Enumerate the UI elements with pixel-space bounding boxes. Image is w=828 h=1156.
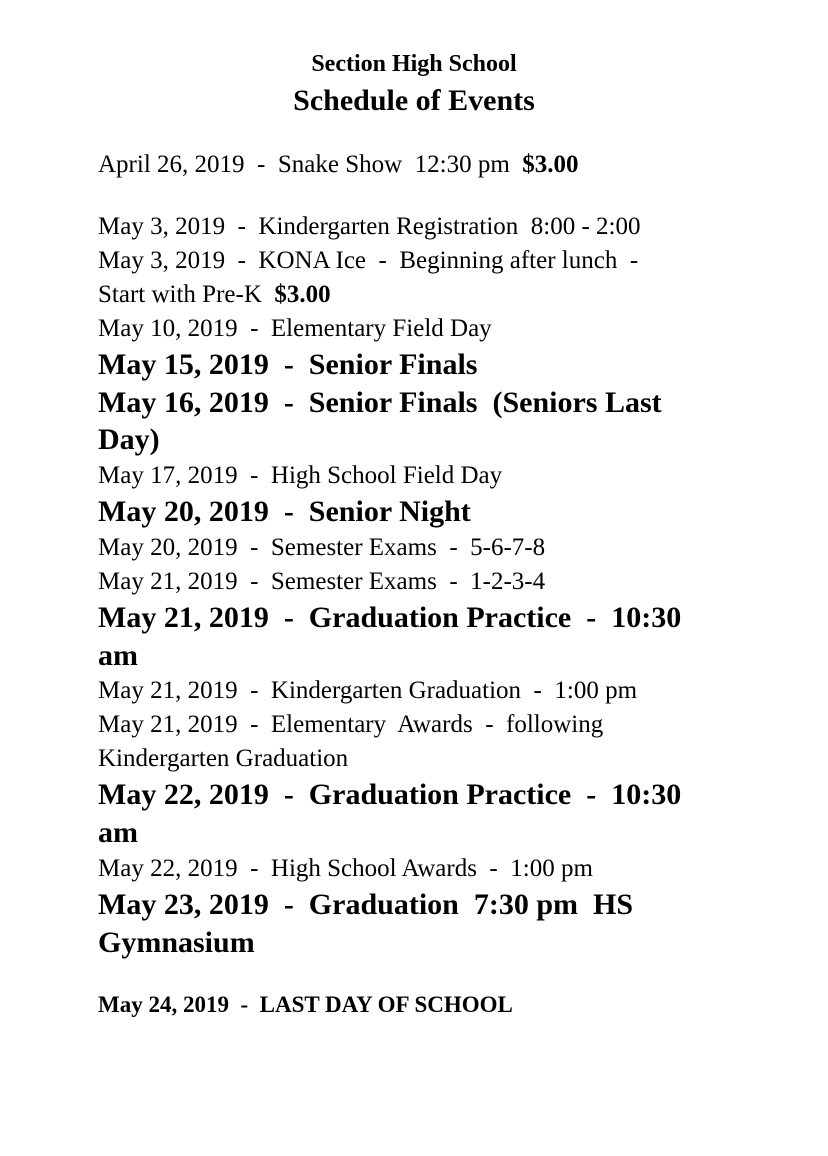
event-elementary-field-day: May 10, 2019 - Elementary Field Day bbox=[98, 315, 492, 342]
event-kindergarten-graduation: May 21, 2019 - Kindergarten Graduation - 1:00 pm bbox=[98, 677, 638, 704]
event-kona-ice-line1: May 3, 2019 - KONA Ice - Beginning after lunch - bbox=[98, 247, 639, 274]
event-last-day: May 24, 2019 - LAST DAY OF SCHOOL bbox=[98, 992, 513, 1017]
event-graduation-line2: Gymnasium bbox=[98, 926, 255, 959]
event-elementary-awards-line2: Kindergarten Graduation bbox=[98, 745, 349, 772]
event-hs-field-day: May 17, 2019 - High School Field Day bbox=[98, 462, 503, 489]
event-grad-practice-21-line2: am bbox=[98, 639, 138, 672]
event-price: $3.00 bbox=[274, 281, 331, 308]
event-senior-finals-15: May 15, 2019 - Senior Finals bbox=[98, 348, 478, 381]
event-text: Start with Pre-K bbox=[98, 281, 275, 308]
event-kona-ice-line2 bbox=[98, 282, 331, 307]
event-senior-finals-16-line2: Day) bbox=[98, 423, 160, 456]
event-hs-awards: May 22, 2019 - High School Awards - 1:00 pm bbox=[98, 855, 593, 882]
event-grad-practice-21-line1: May 21, 2019 - Graduation Practice - 10:30 bbox=[98, 601, 682, 634]
event-semester-exams-21: May 21, 2019 - Semester Exams - 1-2-3-4 bbox=[98, 568, 546, 595]
event-price: $3.00 bbox=[522, 151, 579, 178]
event-kindergarten-registration: May 3, 2019 - Kindergarten Registration 8:00 - 2:00 bbox=[98, 213, 641, 240]
page-title: Schedule of Events bbox=[293, 84, 535, 117]
school-name: Section High School bbox=[311, 51, 517, 77]
event-semester-exams-20: May 20, 2019 - Semester Exams - 5-6-7-8 bbox=[98, 534, 546, 561]
event-snake-show bbox=[98, 152, 579, 177]
event-graduation-line1: May 23, 2019 - Graduation 7:30 pm HS bbox=[98, 888, 634, 921]
event-grad-practice-22-line1: May 22, 2019 - Graduation Practice - 10:30 bbox=[98, 778, 682, 811]
event-senior-night: May 20, 2019 - Senior Night bbox=[98, 495, 471, 528]
event-text: April 26, 2019 - Snake Show 12:30 pm bbox=[98, 151, 523, 178]
event-grad-practice-22-line2: am bbox=[98, 816, 138, 849]
event-senior-finals-16-line1: May 16, 2019 - Senior Finals (Seniors Last bbox=[98, 386, 662, 419]
event-elementary-awards-line1: May 21, 2019 - Elementary Awards - following bbox=[98, 711, 604, 738]
